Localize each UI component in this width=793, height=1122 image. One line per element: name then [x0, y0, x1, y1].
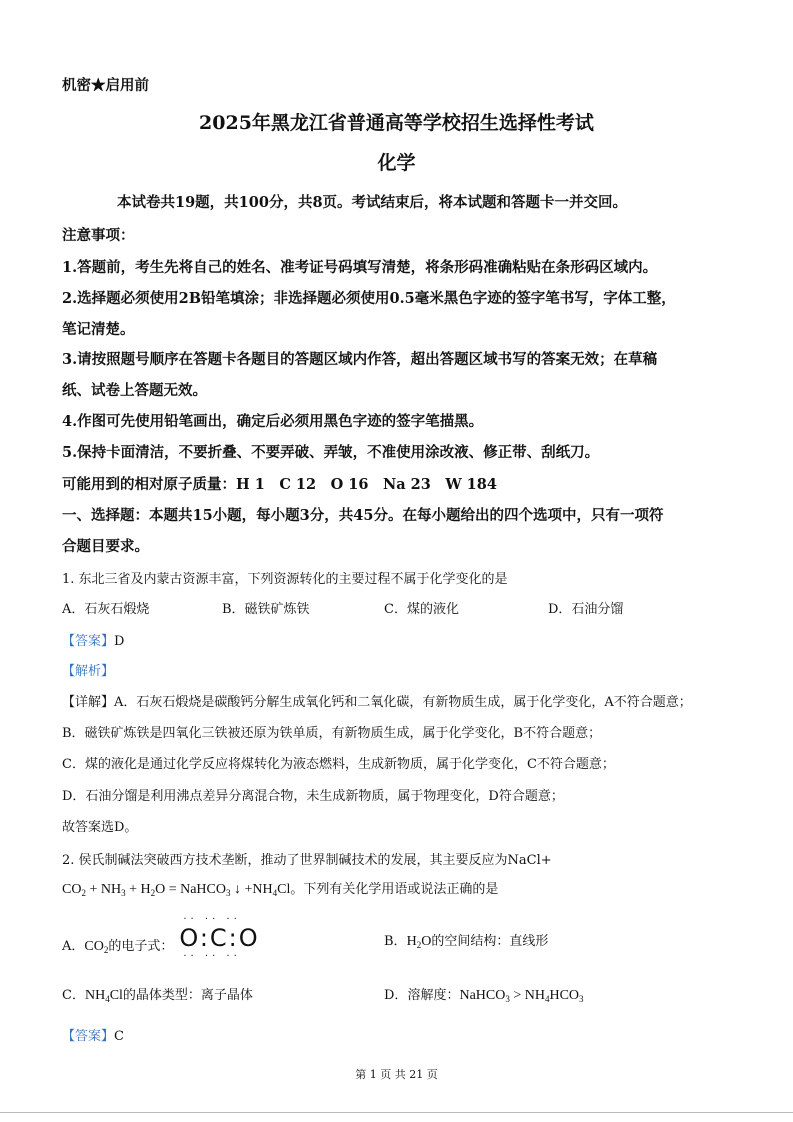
q2-option-d: D．溶解度：NaHCO$_3$ > $NH_4HCO_3$	[384, 988, 584, 1004]
notice-item: 纸、试卷上答题无效。	[62, 382, 207, 399]
exam-intro: 本试卷共19题，共100分，共8页。考试结束后，将本试题和答题卡一并交回。	[117, 194, 628, 211]
q2-option-b: B．$H_2O$的空间结构：直线形	[384, 934, 549, 950]
q2-stem-cont: 。下列有关化学用语或说法正确的是	[290, 882, 499, 897]
q1-option-d: D．石油分馏	[548, 602, 624, 617]
q1-analysis-label: 【解析】	[62, 664, 115, 679]
q1-answer	[62, 630, 124, 649]
q1-conclusion: 故答案选D。	[62, 820, 138, 835]
secrecy-label: 机密★启用前	[62, 77, 149, 94]
q2-option-c: C．$NH_4Cl$的晶体类型：离子晶体	[62, 988, 253, 1004]
section-heading: 一、选择题：本题共15小题，每小题3分，共45分。在每小题给出的四个选项中，只有一项符	[62, 507, 664, 524]
q1-analysis-line: D．石油分馏是利用沸点差异分离混合物，未生成新物质，属于物理变化，D符合题意；	[62, 789, 564, 804]
subject-title: 化学	[377, 152, 416, 174]
q2-stem: 2. 侯氏制碱法突破西方技术垄断，推动了世界制碱技术的发展，其主要反应为NaCl+	[62, 853, 552, 868]
exam-title: 2025年黑龙江省普通高等学校招生选择性考试	[199, 112, 594, 134]
q2-answer	[62, 1025, 124, 1044]
notice-item: 3.请按照题号顺序在答题卡各题目的答题区域内作答，超出答题区域书写的答案无效；在草稿	[62, 351, 658, 368]
notice-heading: 注意事项：	[62, 227, 135, 244]
detail-label: 【详解】	[62, 695, 115, 710]
answer-value: C	[114, 1029, 124, 1044]
notice-item: 4.作图可先使用铅笔画出，确定后必须用黑色字迹的签字笔描黑。	[62, 413, 484, 430]
co2-lewis-structure: ·· ·· ·· O:C:O ·· ·· ··	[179, 914, 260, 962]
page-number: 第 1 页 共 21 页	[355, 1068, 438, 1081]
notice-item: 2.选择题必须使用2B铅笔填涂；非选择题必须使用0.5毫米黑色字迹的签字笔书写，字体工整，	[62, 290, 676, 307]
page-bottom-divider	[0, 1112, 793, 1113]
q1-analysis-line	[62, 691, 692, 710]
answer-label: 【答案】	[62, 634, 115, 649]
notice-item: 5.保持卡面清洁，不要折叠、不要弄破、弄皱，不准使用涂改液、修正带、刮纸刀。	[62, 444, 600, 461]
section-heading-cont: 合题目要求。	[62, 538, 149, 555]
q1-option-a: A．石灰石煅烧	[62, 602, 150, 617]
q1-analysis-line: B．磁铁矿炼铁是四氧化三铁被还原为铁单质，有新物质生成，属于化学变化，B不符合题意；	[62, 726, 602, 741]
q1-stem: 1. 东北三省及内蒙古资源丰富，下列资源转化的主要过程不属于化学变化的是	[62, 572, 508, 587]
answer-value: D	[114, 634, 125, 649]
q1-option-b: B．磁铁矿炼铁	[222, 602, 310, 617]
q2-equation-line	[62, 878, 498, 898]
q2-option-a: A．$CO_2$的电子式： ·· ·· ·· O:C:O ·· ·· ··	[62, 914, 260, 962]
reaction-equation: $CO_2 + NH_3 + H_2O$ = NaHCO$_3$ ↓ $+NH_4Cl$	[62, 882, 291, 898]
atomic-masses: 可能用到的相对原子质量：H 1 C 12 O 16 Na 23 W 184	[62, 476, 497, 493]
analysis-text: A．石灰石煅烧是碳酸钙分解生成氧化钙和二氧化碳，有新物质生成，属于化学变化，A不符合题意；	[114, 695, 692, 710]
notice-item: 笔记清楚。	[62, 321, 135, 338]
q1-analysis-line: C．煤的液化是通过化学反应将煤转化为液态燃料，生成新物质，属于化学变化，C不符合题意；	[62, 757, 615, 772]
notice-item: 1.答题前，考生先将自己的姓名、准考证号码填写清楚，将条形码准确粘贴在条形码区域内。	[62, 259, 658, 276]
answer-label: 【答案】	[62, 1029, 115, 1044]
q1-option-c: C．煤的液化	[384, 602, 459, 617]
